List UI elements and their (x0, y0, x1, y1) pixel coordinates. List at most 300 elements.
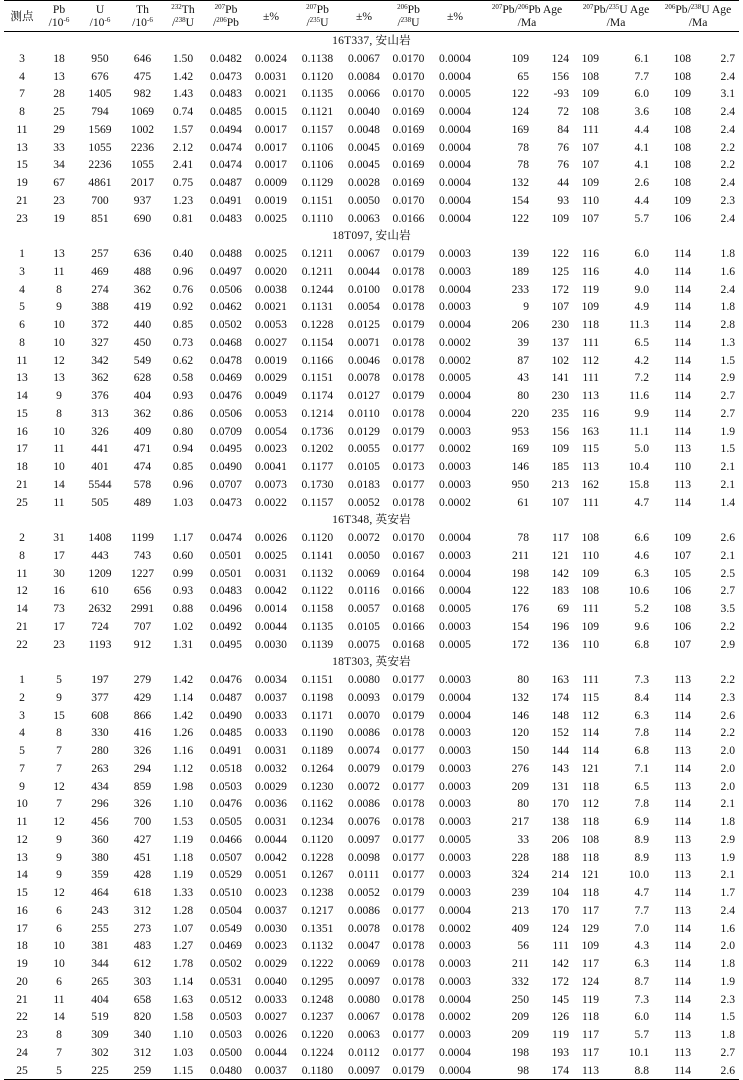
age-206-238-error-cell: 1.8 (720, 815, 736, 828)
error-cell: 0.0003 (439, 815, 471, 828)
th-cell: 419 (133, 300, 152, 314)
pb-cell: 31 (53, 531, 65, 544)
pb207-pb206-cell: 0.0474 (210, 140, 242, 154)
age-206-238-cell: 108 (673, 140, 692, 154)
pb207-u235-cell: 0.1158 (301, 602, 334, 615)
pb206-u238-cell: 0.0178 (392, 282, 425, 296)
error-cell: 0.0055 (348, 442, 380, 456)
pb-cell: 17 (53, 548, 65, 562)
table-row (4, 298, 739, 316)
age-207-206-cell: 122 (511, 211, 529, 225)
th-cell: 628 (133, 371, 152, 385)
age-207-235-cell: 107 (581, 158, 600, 172)
pb207-u235-cell: 0.1151 (301, 193, 334, 207)
pb-cell: 5 (56, 673, 62, 686)
age-206-238-error-cell: 2.9 (720, 371, 736, 385)
error-cell: 0.0031 (255, 744, 287, 757)
pb-cell: 11 (53, 442, 65, 456)
pb207-pb206-cell: 0.0473 (210, 495, 242, 509)
age-206-238-error-cell: 2.6 (720, 708, 736, 722)
age-206-238-cell: 105 (673, 566, 692, 580)
error-cell: 0.0004 (439, 992, 471, 1006)
age-207-235-error-cell: 4.0 (634, 264, 650, 278)
age-207-206-cell: 139 (511, 247, 529, 260)
error-cell: 0.0034 (255, 673, 287, 686)
error-cell: 0.0019 (255, 193, 287, 207)
age-207-235-error-cell: 3.6 (634, 105, 650, 118)
th-u-cell: 1.03 (172, 495, 194, 509)
error-cell: 0.0084 (348, 69, 380, 83)
table-row (4, 955, 739, 973)
u-cell: 309 (91, 1028, 109, 1041)
age-206-238-cell: 114 (674, 726, 692, 740)
table-row (4, 671, 739, 689)
age-207-235-cell: 111 (582, 335, 600, 349)
age-206-238-cell: 108 (673, 51, 692, 65)
error-cell: 0.0042 (255, 850, 287, 864)
pb207-u235-cell: 0.1129 (301, 176, 334, 189)
pb206-u238-cell: 0.0170 (392, 69, 425, 83)
age-207-235-cell: 107 (581, 140, 600, 154)
age-207-235-error-cell: 7.8 (634, 797, 650, 811)
pb207-pb206-cell: 0.0488 (210, 247, 242, 260)
age-207-235-error-cell: 4.4 (634, 122, 650, 136)
table-body (4, 32, 739, 1080)
spot-cell: 7 (19, 761, 25, 775)
age-207-235-error-cell: 11.3 (629, 318, 650, 331)
age-207-206-cell: 169 (511, 122, 529, 136)
error-cell: 0.0025 (255, 211, 287, 225)
pb-cell: 73 (53, 602, 65, 615)
age-207-206-cell: 120 (511, 726, 529, 740)
pb207-u235-cell: 0.1110 (301, 211, 334, 225)
pb-cell: 7 (56, 1045, 62, 1059)
age-207-206-error-cell: 174 (551, 690, 570, 704)
pb207-u235-cell: 0.1151 (301, 371, 334, 385)
age-207-206-cell: 80 (517, 389, 529, 402)
spot-cell: 21 (16, 992, 28, 1006)
header-error-3: ±% (431, 1, 479, 32)
age-207-235-cell: 121 (581, 868, 600, 882)
header-spot: 测点 (4, 1, 40, 32)
th-u-cell: 1.42 (172, 708, 194, 722)
pb207-pb206-cell: 0.0504 (210, 903, 242, 917)
th-u-cell: 1.78 (172, 957, 194, 970)
table-row (4, 636, 739, 654)
th-u-cell: 0.80 (172, 424, 194, 438)
pb-cell: 7 (56, 797, 62, 811)
age-207-235-error-cell: 4.7 (634, 495, 650, 509)
u-cell: 225 (78, 1062, 122, 1080)
age-206-238-cell: 106 (673, 211, 692, 225)
age-206-238-error-cell: 2.4 (720, 282, 736, 296)
error-cell: 0.0054 (348, 300, 380, 314)
table-row (4, 937, 739, 955)
error-cell: 0.0003 (439, 797, 471, 811)
spot-cell: 9 (19, 779, 25, 793)
pb-cell: 5 (40, 1062, 78, 1080)
spot-cell: 4 (19, 282, 25, 296)
error-cell: 0.0097 (348, 974, 380, 988)
pb207-pb206-cell: 0.0494 (210, 122, 242, 136)
age-207-206-error-cell: 122 (551, 247, 570, 260)
pb207-pb206-cell: 0.0497 (210, 264, 242, 278)
spot-cell: 14 (16, 389, 28, 402)
pb206-u238-cell: 0.0177 (392, 744, 425, 757)
age-207-235-cell: 117 (582, 1045, 600, 1059)
pb207-u235-cell: 0.1157 (301, 495, 334, 509)
pb207-u235-cell: 0.1211 (301, 247, 334, 260)
error-cell: 0.0004 (439, 708, 471, 722)
age-207-206-error-cell: 125 (551, 264, 570, 278)
error-cell: 0.0040 (348, 105, 380, 118)
pb-cell: 13 (53, 69, 65, 83)
pb206-u238-cell: 0.0178 (392, 371, 425, 385)
th-u-cell: 0.74 (172, 105, 194, 118)
age-206-238-cell: 114 (674, 797, 692, 811)
pb207-pb206-cell: 0.0501 (210, 548, 242, 562)
age-207-206-error-cell: 124 (551, 921, 570, 935)
pb207-pb206-cell: 0.0496 (210, 602, 242, 615)
error-cell: 0.0028 (348, 176, 380, 189)
pb206-u238-cell: 0.0166 (392, 584, 425, 598)
error-cell: 0.0044 (255, 832, 287, 846)
age-207-206-cell: 33 (517, 832, 529, 846)
spot-cell: 11 (16, 353, 28, 367)
age-207-206-error-cell: 152 (551, 726, 570, 740)
u-cell: 280 (91, 744, 109, 757)
age-207-206-cell: 332 (511, 974, 529, 988)
u-cell: 1569 (88, 122, 112, 136)
th-cell: 656 (133, 584, 152, 598)
age-206-238-cell: 114 (674, 708, 692, 722)
age-207-206-error-cell: 170 (551, 903, 570, 917)
spot-cell: 3 (19, 708, 25, 722)
pb-cell: 16 (53, 584, 65, 598)
error-cell: 0.0063 (348, 211, 380, 225)
th-cell: 409 (133, 424, 152, 438)
age-207-235-error-cell: 8.4 (634, 690, 650, 704)
th-cell: 707 (133, 619, 152, 633)
pb207-u235-cell: 0.1120 (301, 832, 334, 846)
age-207-235-error-cell: 7.3 (634, 673, 650, 686)
th-u-cell: 0.76 (172, 282, 194, 296)
u-cell: 302 (91, 1045, 109, 1059)
error-cell: 0.0003 (439, 974, 471, 988)
pb206-u238-cell: 0.0179 (392, 690, 425, 704)
spot-cell: 23 (16, 211, 28, 225)
error-cell: 0.0004 (439, 140, 471, 154)
age-206-238-error-cell: 2.0 (720, 761, 736, 775)
pb-cell: 14 (53, 1010, 65, 1024)
table-row (4, 1026, 739, 1044)
error-cell: 0.0048 (348, 122, 380, 136)
age-207-206-error-cell: 124 (551, 51, 570, 65)
pb-cell: 10 (53, 939, 65, 953)
th-cell: 2017 (130, 176, 155, 189)
pb207-pb206-cell: 0.0476 (210, 673, 242, 686)
age-207-206-cell: 209 (511, 1028, 529, 1041)
error-cell: 0.0017 (255, 122, 287, 136)
pb206-u238-cell: 0.0178 (392, 495, 425, 509)
header-pb207-u235: $^{207}$Pb /$^{235}$U (293, 1, 342, 32)
zircon-u-pb-table (4, 0, 739, 1080)
spot-cell: 8 (19, 548, 25, 562)
age-206-238-error-cell: 1.6 (720, 264, 736, 278)
error-cell: 0.0027 (255, 335, 287, 349)
th-cell: 2991 (130, 602, 155, 615)
u-cell: 372 (91, 318, 109, 331)
pb-cell: 30 (53, 566, 65, 580)
error-cell: 0.0015 (255, 105, 287, 118)
table-row (4, 174, 739, 192)
pb-cell: 17 (53, 619, 65, 633)
pb207-u235-cell: 0.1220 (301, 1028, 334, 1041)
th-u-cell: 0.99 (172, 566, 194, 580)
age-206-238-error-cell: 2.3 (720, 193, 736, 207)
spot-cell: 5 (19, 300, 25, 314)
age-206-238-cell: 109 (673, 193, 692, 207)
pb207-u235-cell: 0.1141 (301, 548, 334, 562)
age-207-206-error-cell: 156 (551, 424, 570, 438)
u-cell: 1055 (88, 140, 112, 154)
error-cell: 0.0002 (439, 335, 471, 349)
error-cell: 0.0004 (439, 318, 471, 331)
pb206-u238-cell: 0.0168 (392, 602, 425, 615)
age-207-235-cell: 107 (581, 211, 600, 225)
age-207-206-error-cell: -93 (553, 87, 570, 101)
age-206-238-cell: 114 (657, 1062, 699, 1080)
error-cell: 0.0097 (342, 1062, 386, 1080)
th-cell: 450 (133, 335, 152, 349)
u-cell: 2236 (88, 158, 112, 172)
age-206-238-error-cell: 2.4 (720, 211, 736, 225)
pb207-pb206-cell: 0.0503 (210, 779, 242, 793)
table-row (4, 1062, 739, 1080)
u-cell: 608 (91, 708, 109, 722)
age-206-238-error-cell: 1.6 (720, 921, 736, 935)
error-cell: 0.0112 (348, 1045, 380, 1059)
th-u-cell: 0.94 (172, 442, 194, 456)
pb206-u238-cell: 0.0179 (392, 761, 425, 775)
pb207-pb206-cell: 0.0709 (210, 424, 242, 438)
table-row (4, 68, 739, 86)
age-206-238-error-cell: 2.1 (720, 548, 736, 562)
pb206-u238-cell: 0.0170 (392, 531, 425, 544)
u-cell: 263 (91, 761, 109, 775)
th-u-cell: 1.15 (163, 1062, 203, 1080)
u-cell: 255 (91, 921, 109, 935)
error-cell: 0.0017 (255, 140, 287, 154)
pb207-pb206-cell: 0.0490 (210, 460, 242, 473)
error-cell: 0.0042 (255, 584, 287, 598)
u-cell: 5544 (88, 477, 112, 491)
table-row (4, 50, 739, 68)
th-u-cell: 1.58 (172, 1010, 194, 1024)
error-cell: 0.0100 (348, 282, 380, 296)
age-207-235-cell: 113 (582, 389, 600, 402)
spot-cell: 10 (16, 797, 28, 811)
error-cell: 0.0129 (348, 424, 380, 438)
age-207-235-cell: 117 (582, 903, 600, 917)
age-207-206-error-cell: 183 (551, 584, 570, 598)
u-cell: 359 (91, 868, 109, 882)
error-cell: 0.0019 (255, 353, 287, 367)
age-207-206-error-cell: 111 (552, 939, 570, 953)
pb206-u238-cell: 0.0179 (392, 886, 425, 899)
th-cell: 1069 (130, 105, 155, 118)
age-206-238-cell: 114 (674, 992, 692, 1006)
age-207-206-cell: 250 (511, 992, 529, 1006)
error-cell: 0.0004 (439, 566, 471, 580)
pb206-u238-cell: 0.0179 (392, 318, 425, 331)
pb207-u235-cell: 0.1138 (301, 51, 334, 65)
th-cell: 636 (133, 247, 152, 260)
pb207-u235-cell: 0.1120 (301, 69, 334, 83)
age-207-206-error-cell: 107 (551, 300, 570, 314)
header-pb: Pb $/10^{-6}$ (40, 1, 78, 32)
pb206-u238-cell: 0.0177 (392, 442, 425, 456)
table-row (4, 813, 739, 831)
age-206-238-error-cell: 2.4 (720, 903, 736, 917)
age-207-235-error-cell: 9.6 (634, 619, 650, 633)
age-206-238-error-cell: 2.1 (720, 797, 736, 811)
age-206-238-error-cell: 2.0 (720, 939, 736, 953)
th-u-cell: 1.53 (172, 815, 194, 828)
error-cell: 0.0004 (439, 282, 471, 296)
age-207-206-error-cell: 119 (552, 1028, 570, 1041)
age-207-235-error-cell: 5.7 (634, 1028, 650, 1041)
pb-cell: 9 (56, 300, 62, 314)
age-207-235-error-cell: 5.0 (634, 442, 650, 456)
u-cell: 443 (91, 548, 109, 562)
pb207-pb206-cell: 0.0506 (210, 282, 242, 296)
spot-cell: 5 (19, 744, 25, 757)
pb206-u238-cell: 0.0178 (392, 406, 425, 420)
spot-cell: 13 (16, 371, 28, 385)
th-cell: 700 (133, 815, 152, 828)
pb206-u238-cell: 0.0178 (392, 353, 425, 367)
spot-cell: 22 (16, 1010, 28, 1024)
age-207-235-cell: 112 (582, 708, 600, 722)
pb207-u235-cell: 0.1238 (301, 886, 334, 899)
u-cell: 377 (91, 690, 109, 704)
pb-cell: 9 (56, 389, 62, 402)
pb206-u238-cell: 0.0166 (392, 211, 425, 225)
pb-cell: 19 (53, 211, 65, 225)
age-206-238-error-cell: 2.3 (720, 992, 736, 1006)
th-u-cell: 0.81 (172, 211, 194, 225)
age-207-206-error-cell: 145 (551, 992, 570, 1006)
th-u-cell: 2.41 (172, 158, 194, 172)
th-u-cell: 0.96 (172, 264, 194, 278)
age-207-206-cell: 78 (517, 531, 529, 544)
pb206-u238-cell: 0.0178 (392, 974, 425, 988)
pb206-u238-cell: 0.0177 (392, 1028, 425, 1041)
pb-cell: 10 (53, 957, 65, 970)
table-row (4, 458, 739, 476)
pb206-u238-cell: 0.0178 (392, 1010, 425, 1024)
error-cell: 0.0069 (348, 566, 380, 580)
pb207-pb206-cell: 0.0507 (210, 850, 242, 864)
age-207-235-cell: 111 (582, 122, 600, 136)
spot-cell: 6 (19, 318, 25, 331)
u-cell: 519 (91, 1010, 109, 1024)
age-207-206-cell: 56 (517, 939, 529, 953)
header-th-u-ratio: $^{232}$Th /$^{238}$U (163, 1, 203, 32)
age-207-235-error-cell: 7.8 (634, 726, 650, 740)
age-206-238-cell: 114 (674, 1010, 692, 1024)
pb-cell: 28 (53, 87, 65, 101)
age-207-206-error-cell: 44 (557, 176, 570, 189)
error-cell: 0.0023 (255, 939, 287, 953)
pb206-u238-cell: 0.0178 (392, 797, 425, 811)
error-cell: 0.0025 (255, 247, 287, 260)
spot-cell: 21 (16, 193, 28, 207)
th-cell: 937 (133, 193, 152, 207)
table-row (4, 742, 739, 760)
age-206-238-cell: 114 (674, 424, 692, 438)
pb207-pb206-cell: 0.0503 (210, 1028, 242, 1041)
spot-cell: 1 (19, 247, 25, 260)
age-206-238-cell: 108 (673, 122, 692, 136)
spot-cell: 2 (19, 690, 25, 704)
age-206-238-cell: 113 (674, 868, 692, 882)
age-207-206-error-cell: 170 (551, 797, 570, 811)
error-cell: 0.0097 (348, 832, 380, 846)
age-207-206-error-cell: 104 (551, 886, 570, 899)
error-cell: 0.0004 (439, 389, 471, 402)
pb206-u238-cell: 0.0178 (392, 335, 425, 349)
error-cell: 0.0004 (439, 531, 471, 544)
age-207-206-cell: 169 (511, 442, 529, 456)
pb206-u238-cell: 0.0169 (392, 176, 425, 189)
error-cell: 0.0125 (348, 318, 380, 331)
age-206-238-error-cell: 2.2 (720, 140, 736, 154)
error-cell: 0.0005 (439, 371, 471, 385)
pb-cell: 12 (53, 815, 65, 828)
age-206-238-error-cell: 2.4 (720, 69, 736, 83)
error-cell: 0.0037 (255, 903, 287, 917)
u-cell: 380 (91, 850, 109, 864)
age-207-206-error-cell: 230 (551, 318, 570, 331)
error-cell: 0.0004 (439, 584, 471, 598)
age-207-206-error-cell: 142 (551, 957, 570, 970)
error-cell: 0.0003 (439, 548, 471, 562)
error-cell: 0.0076 (348, 815, 380, 828)
th-cell: 312 (133, 903, 152, 917)
pb207-pb206-cell: 0.0476 (210, 797, 242, 811)
th-cell: 1199 (131, 531, 154, 544)
pb-cell: 9 (56, 868, 62, 882)
age-207-235-error-cell: 9.9 (634, 406, 650, 420)
th-u-cell: 1.42 (172, 673, 194, 686)
pb207-u235-cell: 0.1180 (293, 1062, 342, 1080)
pb206-u238-cell: 0.0178 (392, 921, 425, 935)
pb-cell: 12 (53, 886, 65, 899)
age-207-235-cell: 118 (582, 850, 600, 864)
error-cell: 0.0052 (348, 886, 380, 899)
age-207-235-error-cell: 6.8 (634, 744, 650, 757)
pb206-u238-cell: 0.0177 (392, 868, 425, 882)
age-207-235-cell: 118 (582, 779, 600, 793)
u-cell: 1193 (88, 637, 112, 651)
age-207-206-error-cell: 138 (551, 815, 570, 828)
age-207-235-error-cell: 6.3 (634, 708, 650, 722)
error-cell: 0.0004 (439, 193, 471, 207)
age-206-238-error-cell: 1.5 (720, 442, 736, 456)
age-207-235-cell: 163 (581, 424, 600, 438)
